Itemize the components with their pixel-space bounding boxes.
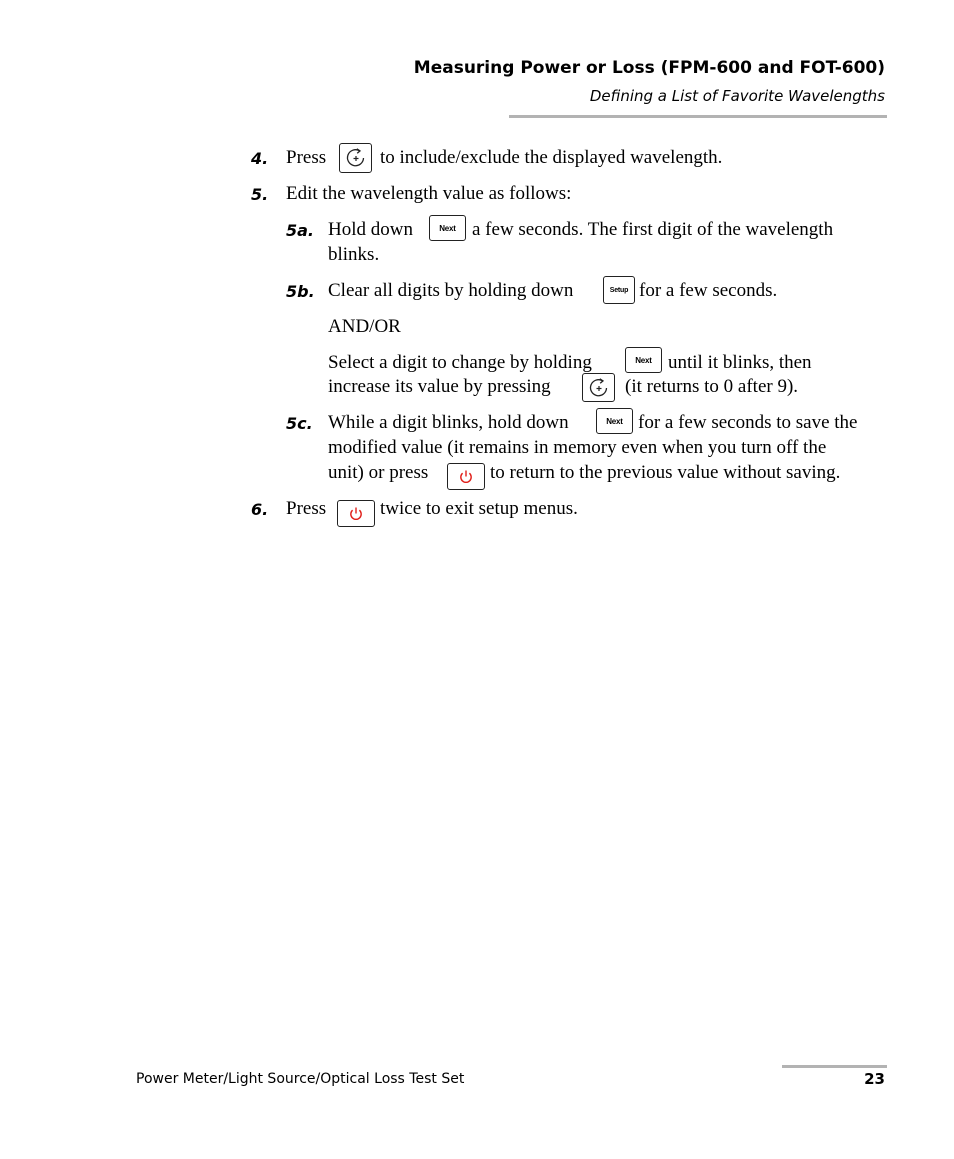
substep-number: 5b. bbox=[286, 282, 315, 301]
step-number: 6. bbox=[251, 500, 269, 519]
power-key bbox=[337, 500, 375, 527]
step-text: to return to the previous value without saving. bbox=[490, 462, 841, 483]
step-text: for a few seconds. bbox=[639, 280, 778, 301]
step-text: Edit the wavelength value as follows: bbox=[286, 183, 572, 204]
substep-number: 5a. bbox=[286, 221, 315, 240]
power-key bbox=[447, 463, 485, 490]
next-key: Next bbox=[596, 408, 633, 434]
step-number: 4. bbox=[251, 149, 269, 168]
step-text: a few seconds. The first digit of the wavelength bbox=[472, 219, 834, 240]
step-text: (it returns to 0 after 9). bbox=[625, 376, 799, 397]
step-text: until it blinks, then bbox=[668, 352, 812, 373]
step-text: Clear all digits by holding down bbox=[328, 280, 574, 301]
next-key: Next bbox=[625, 347, 662, 373]
power-icon bbox=[457, 468, 475, 486]
setup-key: Setup bbox=[603, 276, 635, 304]
step-text: Press bbox=[286, 147, 327, 168]
toggle-key bbox=[582, 373, 615, 402]
rotate-plus-icon bbox=[587, 376, 611, 400]
step-text: twice to exit setup menus. bbox=[380, 498, 578, 519]
next-key: Next bbox=[429, 215, 466, 241]
step-text: blinks. bbox=[328, 244, 380, 265]
power-icon bbox=[347, 505, 365, 523]
substep-number: 5c. bbox=[286, 414, 313, 433]
page-number: 23 bbox=[864, 1070, 885, 1088]
step-text: to include/exclude the displayed wavelength. bbox=[380, 147, 723, 168]
step-text: modified value (it remains in memory even when you turn off the bbox=[328, 437, 827, 458]
rotate-plus-icon bbox=[344, 146, 368, 170]
step-text: While a digit blinks, hold down bbox=[328, 412, 569, 433]
header-divider bbox=[509, 115, 887, 118]
footer-document-title: Power Meter/Light Source/Optical Loss Test Set bbox=[136, 1071, 465, 1087]
step-text: Select a digit to change by holding bbox=[328, 352, 592, 373]
step-text: Press bbox=[286, 498, 327, 519]
step-text: unit) or press bbox=[328, 462, 429, 483]
step-text: increase its value by pressing bbox=[328, 376, 551, 397]
page-header-title: Measuring Power or Loss (FPM-600 and FOT-600) bbox=[413, 58, 885, 78]
step-text: Hold down bbox=[328, 219, 413, 240]
and-or-text: AND/OR bbox=[328, 316, 401, 337]
step-text: for a few seconds to save the bbox=[638, 412, 858, 433]
footer-divider bbox=[782, 1065, 887, 1068]
toggle-key bbox=[339, 143, 372, 173]
page-header-subtitle: Defining a List of Favorite Wavelengths bbox=[589, 87, 885, 105]
step-number: 5. bbox=[251, 185, 269, 204]
